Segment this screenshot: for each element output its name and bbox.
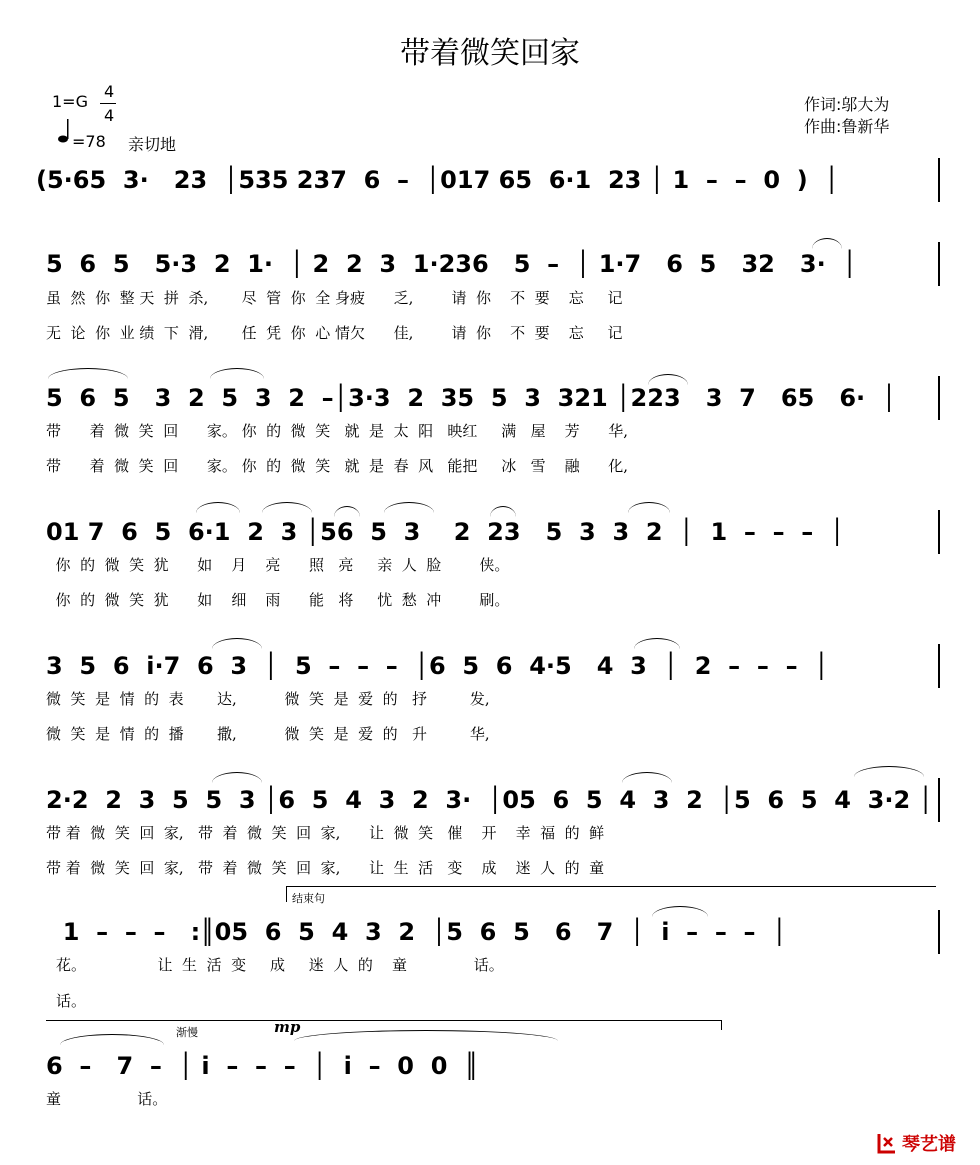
barline <box>938 510 940 554</box>
score-row-3-notes: 5 6 5 3 2 5 3 2 –│3·3 2 35 5 3 321 │223 3 7 65 6· │ <box>46 384 897 412</box>
barline <box>938 778 940 822</box>
slur <box>652 906 708 917</box>
time-signature-line <box>100 103 116 104</box>
composer: 作曲:鲁新华 <box>804 117 890 136</box>
slur <box>196 502 240 513</box>
score-row-6-lyrics-verse1: 带 着 微 笑 回 家, 带 着 微 笑 回 家, 让 微 笑 催 开 幸 福 的 鲜 <box>46 824 605 842</box>
slur <box>812 238 842 249</box>
dynamic-mark: mp <box>274 1018 301 1036</box>
song-title: 带着微笑回家 <box>400 36 580 71</box>
barline <box>938 158 940 202</box>
final-bracket-line <box>46 1020 722 1021</box>
score-row-7-lyrics-verse1: 花。 让 生 活 变 成 迷 人 的 童 话。 <box>56 956 504 974</box>
slur <box>628 502 670 513</box>
ending-label: 结束句 <box>292 892 325 905</box>
score-row-7-lyrics-verse2: 话。 <box>56 992 87 1010</box>
score-row-6-lyrics-verse2: 带 着 微 笑 回 家, 带 着 微 笑 回 家, 让 生 活 变 成 迷 人 的 童 <box>46 859 605 877</box>
tempo-value: =78 <box>72 132 106 151</box>
brand-text: 琴艺谱 <box>902 1134 956 1155</box>
barline <box>938 644 940 688</box>
barline <box>938 910 940 954</box>
score-row-4-notes: 01 7 6 5 6·1 2 3 │56 5 3 2 23 5 3 3 2 │ 1 – – – │ <box>46 518 845 546</box>
ending-bracket-line <box>286 886 936 887</box>
score-row-8-lyrics: 童 话。 <box>46 1090 168 1108</box>
key-signature: 1=G <box>52 92 88 111</box>
slur <box>212 772 262 783</box>
barline <box>938 242 940 286</box>
expression-mark: 亲切地 <box>128 135 177 154</box>
score-row-5-lyrics-verse2: 微 笑 是 情 的 播 撒, 微 笑 是 爱 的 升 华, <box>46 725 490 743</box>
quarter-note-icon <box>58 118 72 148</box>
brand-icon <box>876 1132 898 1154</box>
slur <box>210 368 264 379</box>
slur <box>384 502 434 513</box>
score-row-5-lyrics-verse1: 微 笑 是 情 的 表 达, 微 笑 是 爱 的 抒 发, <box>46 690 490 708</box>
slur <box>334 506 360 517</box>
slur <box>294 1030 558 1041</box>
barline <box>938 376 940 420</box>
ending-bracket-left <box>286 886 287 902</box>
slur <box>634 638 680 649</box>
score-row-1-notes: (5·65 3· 23 │535 237 6 – │017 65 6·1 23 │ 1 – – 0 ) │ <box>36 166 839 194</box>
score-row-2-lyrics-verse1: 虽 然 你 整 天 拼 杀, 尽 管 你 全 身疲 乏, 请 你 不 要 忘 记 <box>46 289 623 307</box>
lyricist: 作词:邬大为 <box>804 95 890 114</box>
final-bracket-right <box>721 1020 722 1030</box>
slur <box>262 502 312 513</box>
time-signature-bottom: 4 <box>104 106 115 125</box>
slur <box>60 1034 164 1045</box>
slur <box>622 772 672 783</box>
slur <box>48 368 128 379</box>
brand-logo <box>876 1130 956 1156</box>
score-row-4-lyrics-verse1: 你 的 微 笑 犹 如 月 亮 照 亮 亲 人 脸 侠。 <box>46 556 510 574</box>
slur <box>490 506 516 517</box>
score-row-6-notes: 2·2 2 3 5 5 3 │6 5 4 3 2 3· │05 6 5 4 3 2 │5 6 5 4 3·2 │ <box>46 786 933 814</box>
score-row-2-notes: 5 6 5 5·3 2 1· │ 2 2 3 1·236 5 – │ 1·7 6 5 32 3· │ <box>46 250 857 278</box>
tempo-mark: 渐慢 <box>176 1026 198 1039</box>
score-row-8-notes: 6 – 7 – │ i – – – │ i – 0 0 ║ <box>46 1052 479 1080</box>
score-row-3-lyrics-verse1: 带 着 微 笑 回 家。 你 的 微 笑 就 是 太 阳 映红 满 屋 芳 华, <box>46 422 629 440</box>
score-row-2-lyrics-verse2: 无 论 你 业 绩 下 滑, 任 凭 你 心 情欠 佳, 请 你 不 要 忘 记 <box>46 324 623 342</box>
slur <box>212 638 262 649</box>
time-signature-top: 4 <box>104 82 115 101</box>
score-row-4-lyrics-verse2: 你 的 微 笑 犹 如 细 雨 能 将 忧 愁 冲 刷。 <box>46 591 510 609</box>
score-row-3-lyrics-verse2: 带 着 微 笑 回 家。 你 的 微 笑 就 是 春 风 能把 冰 雪 融 化, <box>46 457 629 475</box>
score-row-5-notes: 3 5 6 i·7 6 3 │ 5 – – – │6 5 6 4·5 4 3 │ 2 – – – │ <box>46 652 829 680</box>
score-row-7-notes: 1 – – – :║05 6 5 4 3 2 │5 6 5 6 7 │ i – – – │ <box>46 918 787 946</box>
slur <box>854 766 924 777</box>
